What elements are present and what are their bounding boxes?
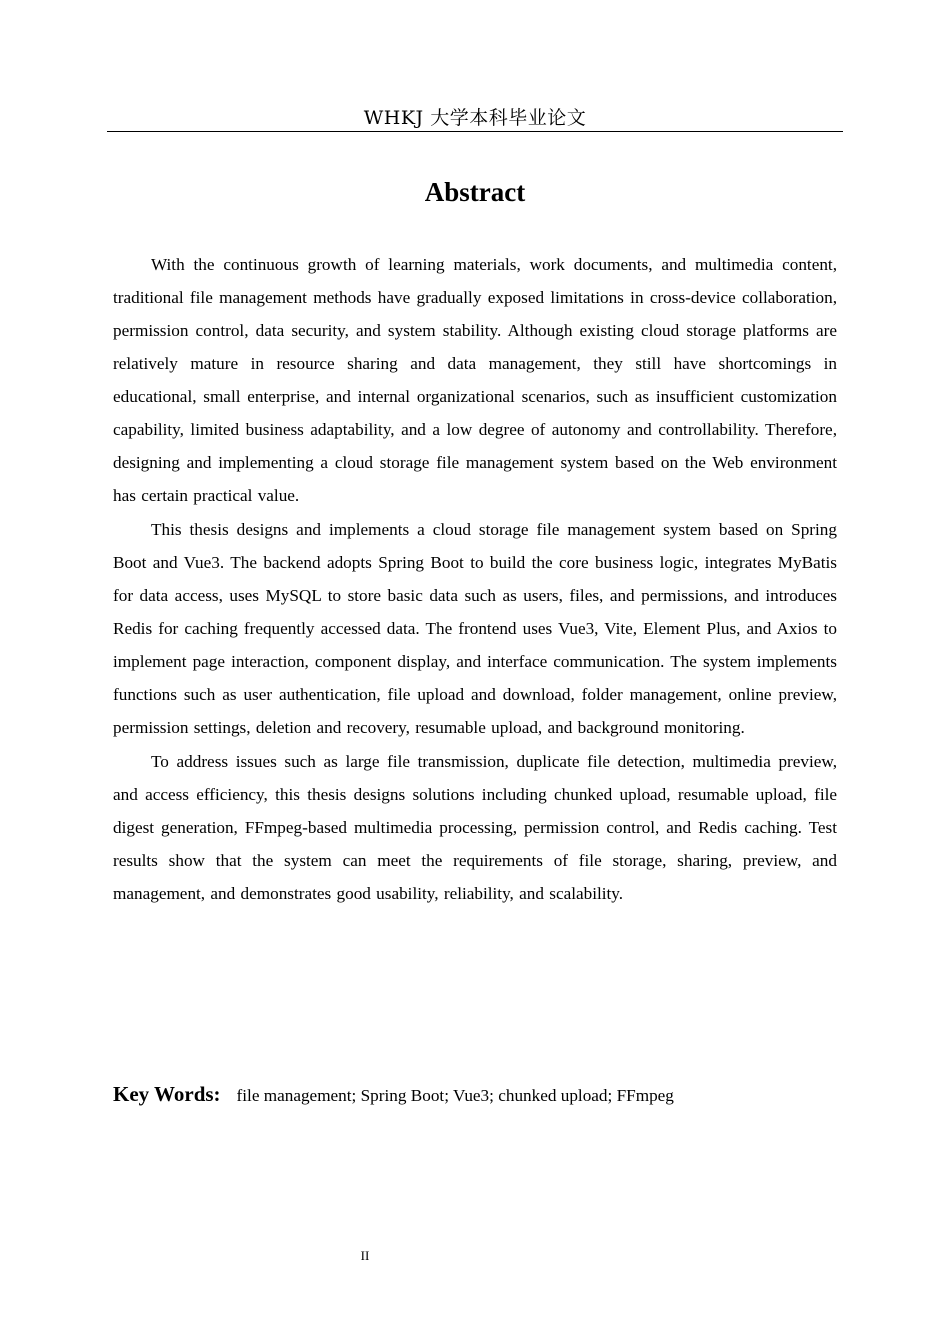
running-header-title: WHKJ 大学本科毕业论文	[363, 107, 587, 129]
abstract-paragraph-3: To address issues such as large file transmission, duplicate file detection, multimedia preview, and access efficiency, this thesis designs solutions including chunked upload, resumable upload, file digest generation, FFmpeg-based multimedia processing, permission control, and Redis caching. Test results show that the system can meet the requirements of file storage, sharing, preview, and management, and demonstrates good usability, reliability, and scalability.	[113, 752, 837, 903]
header-divider	[107, 131, 843, 132]
keywords-list: file management; Spring Boot; Vue3; chunked upload; FFmpeg	[236, 1086, 674, 1105]
abstract-body	[113, 248, 837, 911]
abstract-heading: Abstract	[424, 177, 526, 207]
keywords-line	[113, 1078, 837, 1112]
keywords-label: Key Words:	[113, 1082, 221, 1106]
page-number: II	[360, 1248, 370, 1263]
abstract-paragraph-2: This thesis designs and implements a cloud storage file management system based on Spring Boot and Vue3. The backend adopts Spring Boot to build the core business logic, integrates MyBatis for data access, uses MySQL to store basic data such as users, files, and permissions, and introduces Redis for caching frequently accessed data. The frontend uses Vue3, Vite, Element Plus, and Axios to implement page interaction, component display, and interface communication. The system implements functions such as user authentication, file upload and download, folder management, online preview, permission settings, deletion and recovery, resumable upload, and background monitoring.	[113, 520, 837, 737]
abstract-paragraph-1: With the continuous growth of learning materials, work documents, and multimedia content, traditional file management methods have gradually exposed limitations in cross-device collaboration, permission control, data security, and system stability. Although existing cloud storage platforms are relatively mature in resource sharing and data management, they still have shortcomings in educational, small enterprise, and internal organizational scenarios, such as insufficient customization capability, limited business adaptability, and a low degree of autonomy and controllability. Therefore, designing and implementing a cloud storage file management system based on the Web environment has certain practical value.	[113, 255, 837, 505]
